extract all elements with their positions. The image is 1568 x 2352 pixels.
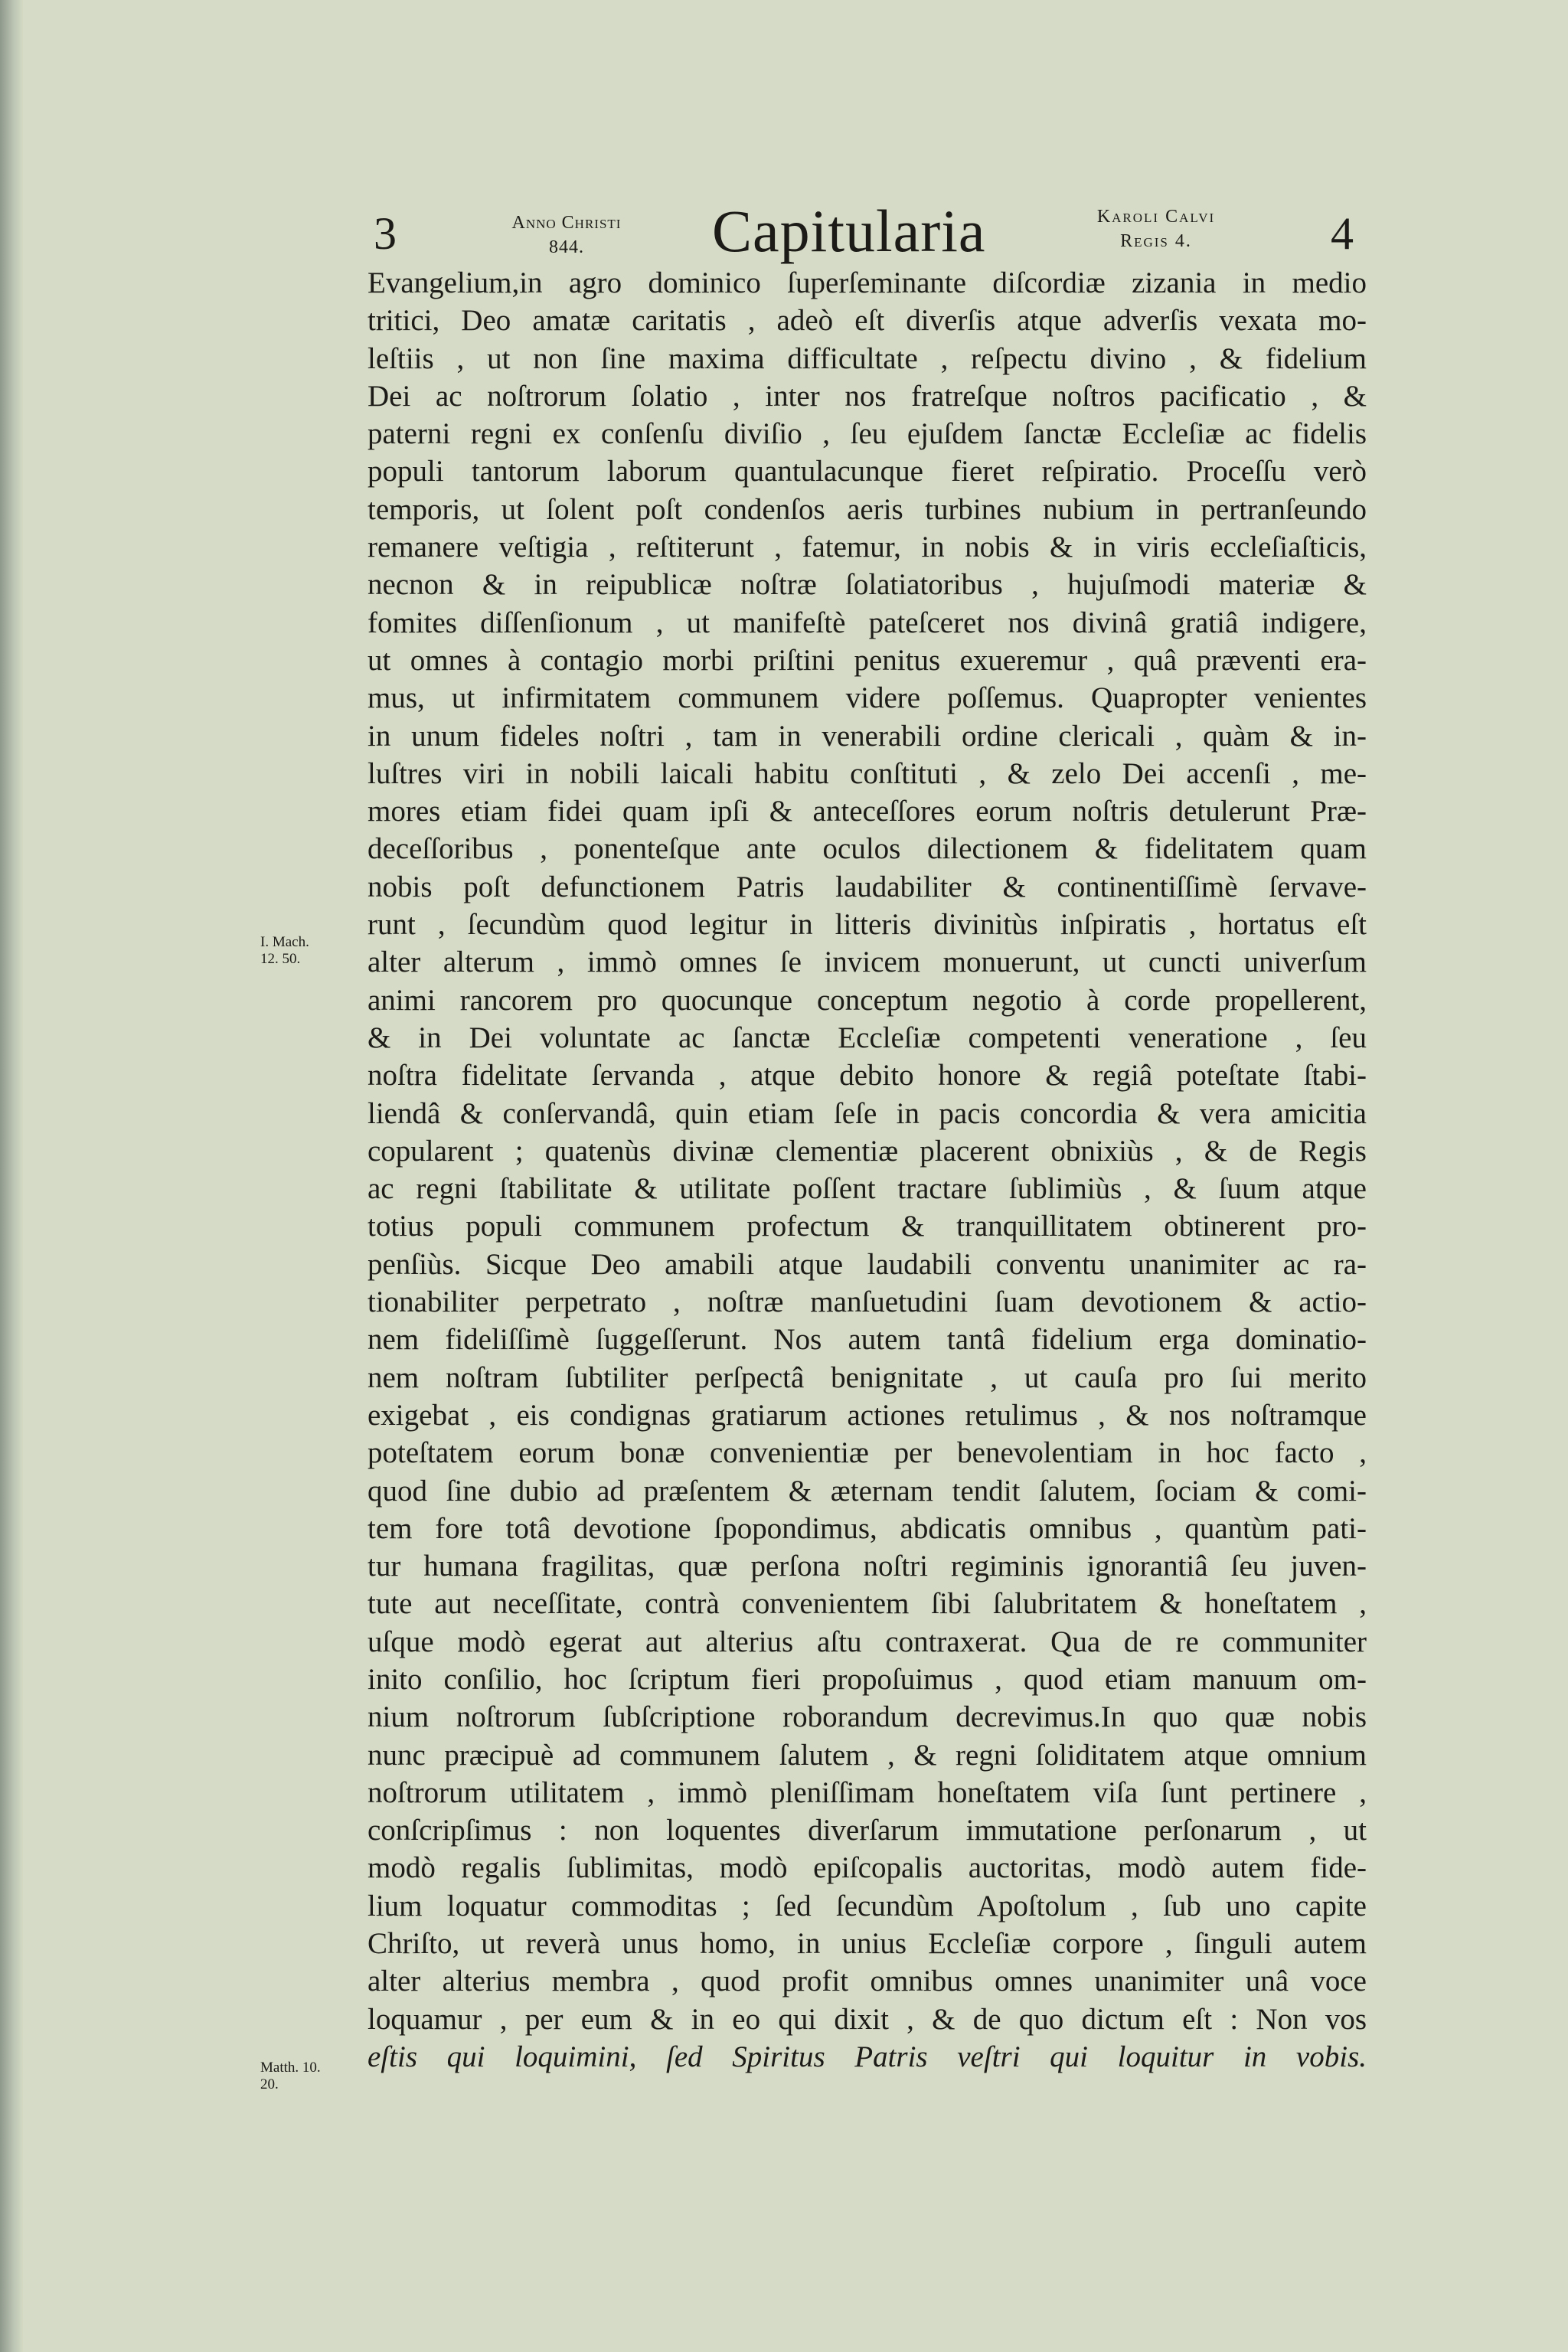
margin-note-ref: Matth. 10. <box>260 2060 321 2076</box>
text-line: quod ſine dubio ad præſentem & æternam tendit ſalutem, ſociam & comi- <box>368 1474 1367 1508</box>
anno-year: 844. <box>549 237 584 257</box>
text-line: inito conſilio, hoc ſcriptum fieri propoſuimus , quod etiam manuum om- <box>368 1662 1367 1696</box>
king-regnal-year: Regis 4. <box>1120 231 1192 251</box>
text-line: in unum fideles noſtri , tam in venerabili ordine clericali , quàm & in- <box>368 719 1367 753</box>
text-line: mores etiam fidei quam ipſi & anteceſſores eorum noſtris detulerunt Præ- <box>368 795 1367 828</box>
running-head-king <box>1041 204 1271 253</box>
text-line: tritici, Deo amatæ caritatis , adeò eſt diverſis atque adverſis vexata mo- <box>368 304 1367 338</box>
text-line: Evangelium,in agro dominico ſuperſeminante diſcordiæ zizania in medio <box>368 266 1367 299</box>
margin-note-ref: I. Mach. <box>260 934 309 950</box>
text-line: tur humana fragilitas, quæ perſona noſtri regiminis ignorantiâ ſeu juven- <box>368 1550 1367 1583</box>
body-text <box>368 264 1367 2076</box>
page-number-right: 4 <box>1331 208 1354 259</box>
text-line: exigebat , eis condignas gratiarum actiones retulimus , & nos noſtramque <box>368 1398 1367 1432</box>
margin-note-verse: 12. 50. <box>260 951 301 967</box>
text-line: Dei ac noſtrorum ſolatio , inter nos fratreſque noſtros pacificatio , & <box>368 379 1367 413</box>
text-line: ac regni ſtabilitate & utilitate poſſent tractare ſublimiùs , & ſuum atque <box>368 1172 1367 1206</box>
text-line: paterni regni ex conſenſu diviſio , ſeu ejuſdem ſanctæ Eccleſiæ ac fidelis <box>368 417 1367 451</box>
margin-note-verse: 20. <box>260 2076 279 2092</box>
text-line: totius populi communem profectum & tranquillitatem obtinerent pro- <box>368 1210 1367 1243</box>
text-line: necnon & in reipublicæ noſtræ ſolatiatoribus , hujuſmodi materiæ & <box>368 568 1367 602</box>
text-line: noſtrorum utilitatem , immò pleniſſimam honeſtatem viſa ſunt pertinere , <box>368 1775 1367 1809</box>
text-line: & in Dei voluntate ac ſanctæ Eccleſiæ competenti veneratione , ſeu <box>368 1021 1367 1054</box>
margin-note <box>260 934 352 968</box>
text-line: nunc præcipuè ad communem ſalutem , & regni ſoliditatem atque omnium <box>368 1738 1367 1772</box>
text-line: Chriſto, ut reverà unus homo, in unius Eccleſiæ corpore , ſinguli autem <box>368 1927 1367 1961</box>
text-line: runt , ſecundùm quod legitur in litteris divinitùs inſpiratis , hortatus eſt <box>368 908 1367 942</box>
text-line-italic: eſtis qui loquimini, ſed Spiritus Patris veſtri qui loquitur in vobis. <box>368 2040 1367 2073</box>
text-line: nobis poſt defunctionem Patris laudabiliter & continentiſſimè ſervave- <box>368 870 1367 903</box>
king-name: Karoli Calvi <box>1096 207 1216 227</box>
text-line: uſque modò egerat aut alterius aſtu contraxerat. Qua de re communiter <box>368 1625 1367 1658</box>
text-line: nem noſtram ſubtiliter perſpectâ benignitate , ut cauſa pro ſui merito <box>368 1361 1367 1394</box>
text-line: noſtra fidelitate ſervanda , atque debito honore & regiâ poteſtate ſtabi- <box>368 1059 1367 1093</box>
text-line: poteſtatem eorum bonæ convenientiæ per benevolentiam in hoc facto , <box>368 1436 1367 1470</box>
page-title: Capitularia <box>712 198 986 264</box>
text-line: alter alterius membra , quod profit omnibus omnes unanimiter unâ voce <box>368 1965 1367 1998</box>
text-line: leſtiis , ut non ſine maxima difficultate , reſpectu divino , & fidelium <box>368 341 1367 375</box>
page-number-left: 3 <box>374 208 397 259</box>
text-line: nium noſtrorum ſubſcriptione roborandum decrevimus.In quo quæ nobis <box>368 1700 1367 1734</box>
text-line: liendâ & conſervandâ, quin etiam ſeſe in pacis concordia & vera amicitia <box>368 1096 1367 1130</box>
text-line: remanere veſtigia , reſtiterunt , fatemur, in nobis & in viris eccleſiaſticis, <box>368 531 1367 564</box>
text-line: modò regalis ſublimitas, modò epiſcopalis auctoritas, modò autem fide- <box>368 1851 1367 1885</box>
text-line: temporis, ut ſolent poſt condenſos aeris turbines nubium in pertranſeundo <box>368 492 1367 526</box>
running-head-year <box>467 211 666 260</box>
text-line: fomites diſſenſionum , ut manifeſtè pateſceret nos divinâ gratiâ indigere, <box>368 606 1367 639</box>
text-line: populi tantorum laborum quantulacunque fieret reſpiratio. Proceſſu verò <box>368 455 1367 488</box>
text-line: deceſſoribus , ponenteſque ante oculos dilectionem & fidelitatem quam <box>368 832 1367 866</box>
margin-note <box>260 2060 352 2093</box>
page-edge-shadow <box>0 0 23 2352</box>
text-line: alter alterum , immò omnes ſe invicem monuerunt, ut cuncti univerſum <box>368 946 1367 979</box>
text-line: loquamur , per eum & in eo qui dixit , & de quo dictum eſt : Non vos <box>368 2002 1367 2036</box>
text-line: tem fore totâ devotione ſpopondimus, abdicatis omnibus , quantùm pati- <box>368 1511 1367 1545</box>
text-line: nem fideliſſimè ſuggeſſerunt. Nos autem tantâ fidelium erga dominatio- <box>368 1323 1367 1357</box>
text-line: tionabiliter perpetrato , noſtræ manſuetudini ſuam devotionem & actio- <box>368 1285 1367 1319</box>
anno-label: Anno Christi <box>511 213 622 233</box>
text-line: tute aut neceſſitate, contrà convenientem ſibi ſalubritatem & honeſtatem , <box>368 1587 1367 1621</box>
text-line: lium loquatur commoditas ; ſed ſecundùm Apoſtolum , ſub uno capite <box>368 1889 1367 1922</box>
text-line: ut omnes à contagio morbi priſtini penitus exueremur , quâ præventi era- <box>368 643 1367 677</box>
text-line: penſiùs. Sicque Deo amabili atque laudabili conventu unanimiter ac ra- <box>368 1247 1367 1281</box>
text-line: conſcripſimus : non loquentes diverſarum immutatione perſonarum , ut <box>368 1814 1367 1847</box>
text-line: copularent ; quatenùs divinæ clementiæ placerent obnixiùs , & de Regis <box>368 1134 1367 1168</box>
text-line: animi rancorem pro quocunque conceptum negotio à corde propellerent, <box>368 983 1367 1017</box>
text-line: luſtres viri in nobili laicali habitu conſtituti , & zelo Dei accenſi , me- <box>368 756 1367 790</box>
text-line: mus, ut infirmitatem communem videre poſſemus. Quapropter venientes <box>368 681 1367 715</box>
